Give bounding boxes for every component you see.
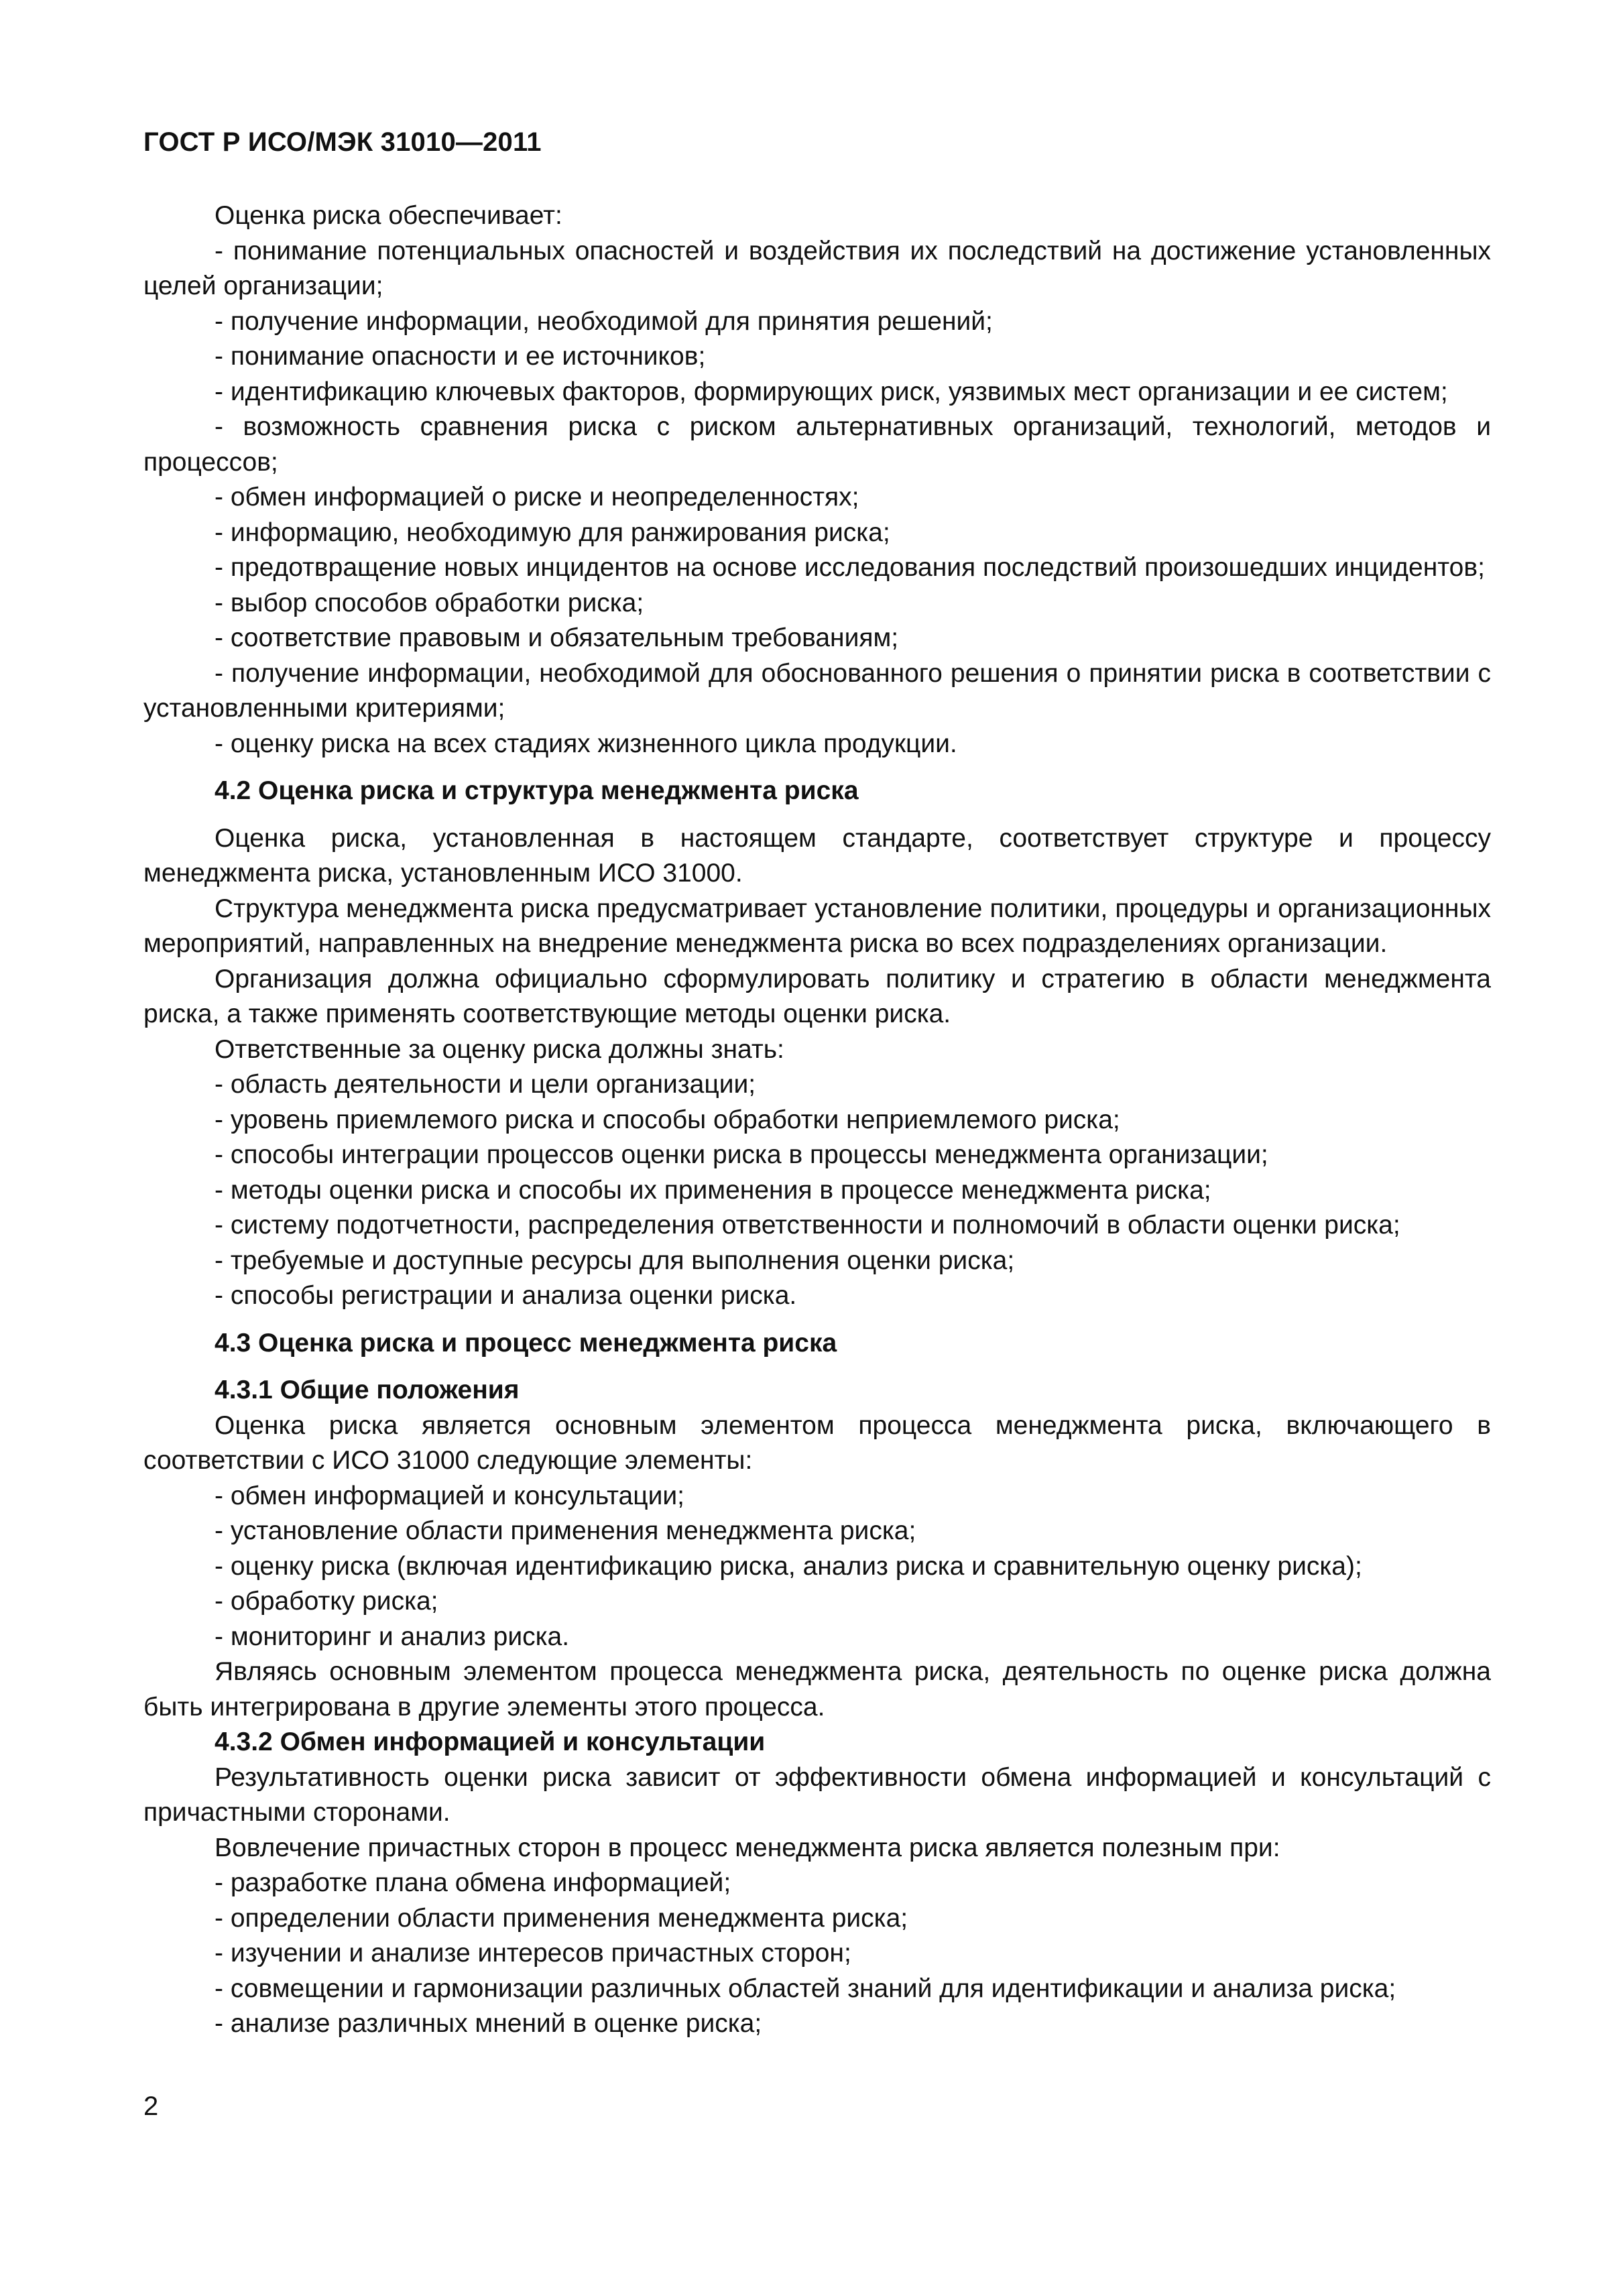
paragraph: Ответственные за оценку риска должны знать: bbox=[215, 1034, 784, 1064]
paragraph: Оценка риска является основным элементом процесса менеджмента риска, включающего в соответствии с ИСО 31000 следующие элементы: bbox=[143, 1410, 1491, 1475]
list-item: - изучении и анализе интересов причастных сторон; bbox=[215, 1939, 851, 1968]
document-body bbox=[143, 198, 1491, 2042]
list-item: - идентификацию ключевых факторов, формирующих риск, уязвимых мест организации и ее систем; bbox=[215, 377, 1448, 406]
document-header: ГОСТ Р ИСО/МЭК 31010—2011 bbox=[143, 127, 542, 157]
list-item: - получение информации, необходимой для принятия решений; bbox=[215, 306, 993, 336]
section-heading-4-2: 4.2 Оценка риска и структура менеджмента риска bbox=[215, 776, 859, 805]
list-item: - получение информации, необходимой для обоснованного решения о принятии риска в соответствии с установленными критериями; bbox=[143, 658, 1491, 723]
list-item: - оценку риска (включая идентификацию риска, анализ риска и сравнительную оценку риска); bbox=[215, 1551, 1362, 1581]
list-item: - способы регистрации и анализа оценки риска. bbox=[215, 1281, 797, 1310]
list-item: - систему подотчетности, распределения ответственности и полномочий в области оценки риска; bbox=[215, 1211, 1400, 1240]
subsection-heading-4-3-1: 4.3.1 Общие положения bbox=[215, 1376, 520, 1404]
page-number: 2 bbox=[143, 2092, 159, 2121]
list-item: - оценку риска на всех стадиях жизненного цикла продукции. bbox=[215, 729, 957, 758]
list-item: - предотвращение новых инцидентов на основе исследования последствий произошедших инцидентов; bbox=[215, 553, 1485, 582]
list-item: - обработку риска; bbox=[215, 1587, 438, 1616]
paragraph-intro: Оценка риска обеспечивает: bbox=[215, 201, 562, 230]
paragraph: Организация должна официально сформулировать политику и стратегию в области менеджмента риска, а также применять соответствующие методы оценки риска. bbox=[143, 964, 1491, 1028]
list-item: - понимание опасности и ее источников; bbox=[215, 342, 706, 371]
list-item: - уровень приемлемого риска и способы обработки неприемлемого риска; bbox=[215, 1105, 1120, 1134]
list-item: - совмещении и гармонизации различных областей знаний для идентификации и анализа риска; bbox=[215, 1974, 1396, 2003]
paragraph: Являясь основным элементом процесса менеджмента риска, деятельность по оценке риска должна быть интегрирована в другие элементы этого процесса. bbox=[143, 1657, 1491, 1721]
list-item: - определении области применения менеджмента риска; bbox=[215, 1903, 908, 1933]
section-heading-4-3: 4.3 Оценка риска и процесс менеджмента риска bbox=[215, 1328, 837, 1357]
paragraph: Структура менеджмента риска предусматривает установление политики, процедуры и организационных мероприятий, направленных на внедрение менеджмента риска во всех подразделениях организации. bbox=[143, 894, 1491, 958]
list-item: - обмен информацией о риске и неопределенностях; bbox=[215, 483, 859, 511]
list-item: - разработке плана обмена информацией; bbox=[215, 1868, 731, 1897]
list-item: - обмен информацией и консультации; bbox=[215, 1481, 684, 1510]
list-item: - информацию, необходимую для ранжирования риска; bbox=[215, 518, 890, 547]
list-item: - возможность сравнения риска с риском альтернативных организаций, технологий, методов и процессов; bbox=[143, 412, 1491, 477]
list-item: - область деятельности и цели организации; bbox=[215, 1070, 756, 1099]
list-item: - соответствие правовым и обязательным требованиям; bbox=[215, 623, 899, 652]
list-item: - установление области применения менеджмента риска; bbox=[215, 1516, 916, 1545]
paragraph: Вовлечение причастных сторон в процесс менеджмента риска является полезным при: bbox=[215, 1833, 1280, 1862]
list-item: - методы оценки риска и способы их применения в процессе менеджмента риска; bbox=[215, 1175, 1211, 1205]
list-item: - выбор способов обработки риска; bbox=[215, 588, 644, 617]
list-item: - мониторинг и анализ риска. bbox=[215, 1622, 570, 1651]
list-item: - способы интеграции процессов оценки риска в процессы менеджмента организации; bbox=[215, 1140, 1268, 1169]
subsection-heading-4-3-2: 4.3.2 Обмен информацией и консультации bbox=[215, 1728, 766, 1756]
list-item: - анализе различных мнений в оценке риска; bbox=[215, 2009, 762, 2038]
list-item: - понимание потенциальных опасностей и воздействия их последствий на достижение установленных целей организации; bbox=[143, 236, 1491, 300]
paragraph: Оценка риска, установленная в настоящем стандарте, соответствует структуре и процессу менеджмента риска, установленным ИСО 31000. bbox=[143, 823, 1491, 888]
paragraph: Результативность оценки риска зависит от эффективности обмена информацией и консультаций с причастными сторонами. bbox=[143, 1762, 1491, 1827]
list-item: - требуемые и доступные ресурсы для выполнения оценки риска; bbox=[215, 1246, 1015, 1275]
